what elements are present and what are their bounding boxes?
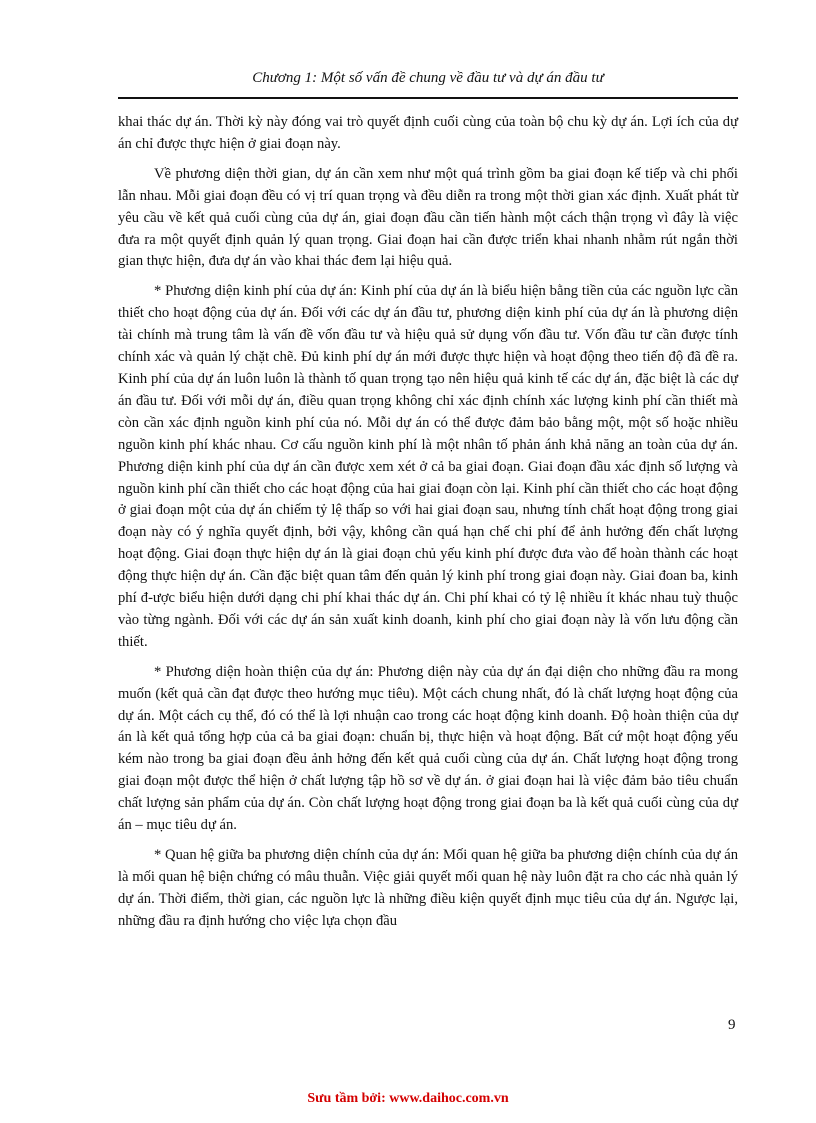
header-rule [118, 97, 738, 99]
paragraph: Về phương diện thời gian, dự án cần xem như một quá trình gồm ba giai đoạn kế tiếp và chi phối lẫn nhau. Mỗi giai đoạn đều có vị trí quan trọng và đều diễn ra trong một thời gian xác định. Xuất phát từ yêu cầu về kết quả cuối cùng của dự án, giai đoạn đầu cần tiến hành một cách thận trọng vì đây là việc đưa ra một quyết định quản lý quan trọng. Giai đoạn hai cần được triển khai nhanh nhằm rút ngắn thời gian thực hiện, đưa dự án vào khai thác đem lại hiệu quả. [118, 165, 738, 270]
document-body [118, 112, 738, 941]
footer-link[interactable]: www.daihoc.com.vn [389, 1091, 509, 1106]
footer [0, 1091, 816, 1107]
page-number: 9 [728, 1017, 736, 1033]
paragraph: * Phương diện kinh phí của dự án: Kinh phí của dự án là biểu hiện bằng tiền của các nguồn lực cần thiết cho hoạt động của dự án. Đối với các dự án đầu tư, phương diện kinh phí của dự án là phương diện tài chính mà trung tâm là vấn đề vốn đầu tư và hiệu quả sử dụng vốn đầu tư. Vốn đầu tư cần được tính chính xác và quản lý chặt chẽ. Đủ kinh phí dự án mới được thực hiện và hoạt động theo tiến độ đã đề ra. Kinh phí của dự án luôn luôn là thành tố quan trọng tạo nên hiệu quả kinh tế các dự án, đặc biệt là các dự án đầu tư. Đối với mỗi dự án, điều quan trọng không chỉ xác định chính xác lượng kinh phí cần thiết mà còn cần xác định nguồn kinh phí của nó. Mỗi dự án có thể được đảm bảo bằng một, một số hoặc nhiều nguồn kinh phí khác nhau. Cơ cấu nguồn kinh phí là một nhân tố phản ánh khả năng an toàn của dự án. Phương diện kinh phí của dự án cần được xem xét ở cả ba giai đoạn. Giai đoạn đầu xác định số lượng và nguồn kinh phí cần thiết cho các hoạt động của hai giai đoạn còn lại. Kinh phí cần thiết cho các hoạt động ở giai đoạn một của dự án chiếm tỷ lệ thấp so với hai giai đoạn sau, nhưng tính chất hoạt động trong giai đoạn này có ý nghĩa quyết định, bởi vậy, không cần quá hạn chế chi phí để ảnh hưởng đến chất lượng hoạt động. Giai đoạn thực hiện dự án là giai đoạn chủ yếu kinh phí được đưa vào để hoàn thành các hoạt động thực hiện dự án. Cần đặc biệt quan tâm đến quản lý kinh phí trong giai đoạn này. Giai đoan ba, kinh phí đ-ược biểu hiện dưới dạng chi phí khai thác dự án. Chi phí khai có tỷ lệ nhiều ít khác nhau tuỳ thuộc vào từng ngành. Đối với các dự án sản xuất kinh doanh, kinh phí cho giai đoạn này là vốn lưu động cần thiết. [118, 283, 738, 650]
paragraph: * Phương diện hoàn thiện của dự án: Phương diện này của dự án đại diện cho những đầu ra mong muốn (kết quả cần đạt được theo hướng mục tiêu). Một cách chung nhất, đó là chất lượng hoạt động của dự án. Một cách cụ thể, đó có thể là lợi nhuận cao trong các hoạt động kinh doanh. Độ hoàn thiện của dự án là kết quả tổng hợp của cả ba giai đoạn: chuẩn bị, thực hiện và hoạt động. Bất cứ một hoạt động yếu kém nào trong ba giai đoạn đều ảnh hởng đến kết quả cuối cùng của dự án. Chất lượng hoạt động trong giai đoạn một được thể hiện ở chất lượng tập hồ sơ về dự án. ở giai đoạn hai là việc đảm bảo tiêu chuẩn chất lượng sản phẩm của dự án. Còn chất lượng hoạt động trong giai đoạn ba là kết quả cuối cùng của dự án – mục tiêu dự án. [118, 663, 738, 834]
footer-prefix: Sưu tầm bởi: [307, 1091, 390, 1106]
page-header: Chương 1: Một số vấn đề chung về đầu tư và dự án đầu tư [252, 70, 604, 86]
paragraph: * Quan hệ giữa ba phương diện chính của dự án: Mối quan hệ giữa ba phương diện chính của dự án là mối quan hệ biện chứng có mâu thuẫn. Việc giải quyết mối quan hệ này luôn đặt ra cho các nhà quản lý dự án. Thời điểm, thời gian, các nguồn lực là những điều kiện quyết định mục tiêu của dự án. Ngược lại, những đầu ra định hướng cho việc lựa chọn đầu [118, 847, 738, 929]
paragraph: khai thác dự án. Thời kỳ này đóng vai trò quyết định cuối cùng của toàn bộ chu kỳ dự án. Lợi ích của dự án chỉ được thực hiện ở giai đoạn này. [118, 114, 738, 152]
